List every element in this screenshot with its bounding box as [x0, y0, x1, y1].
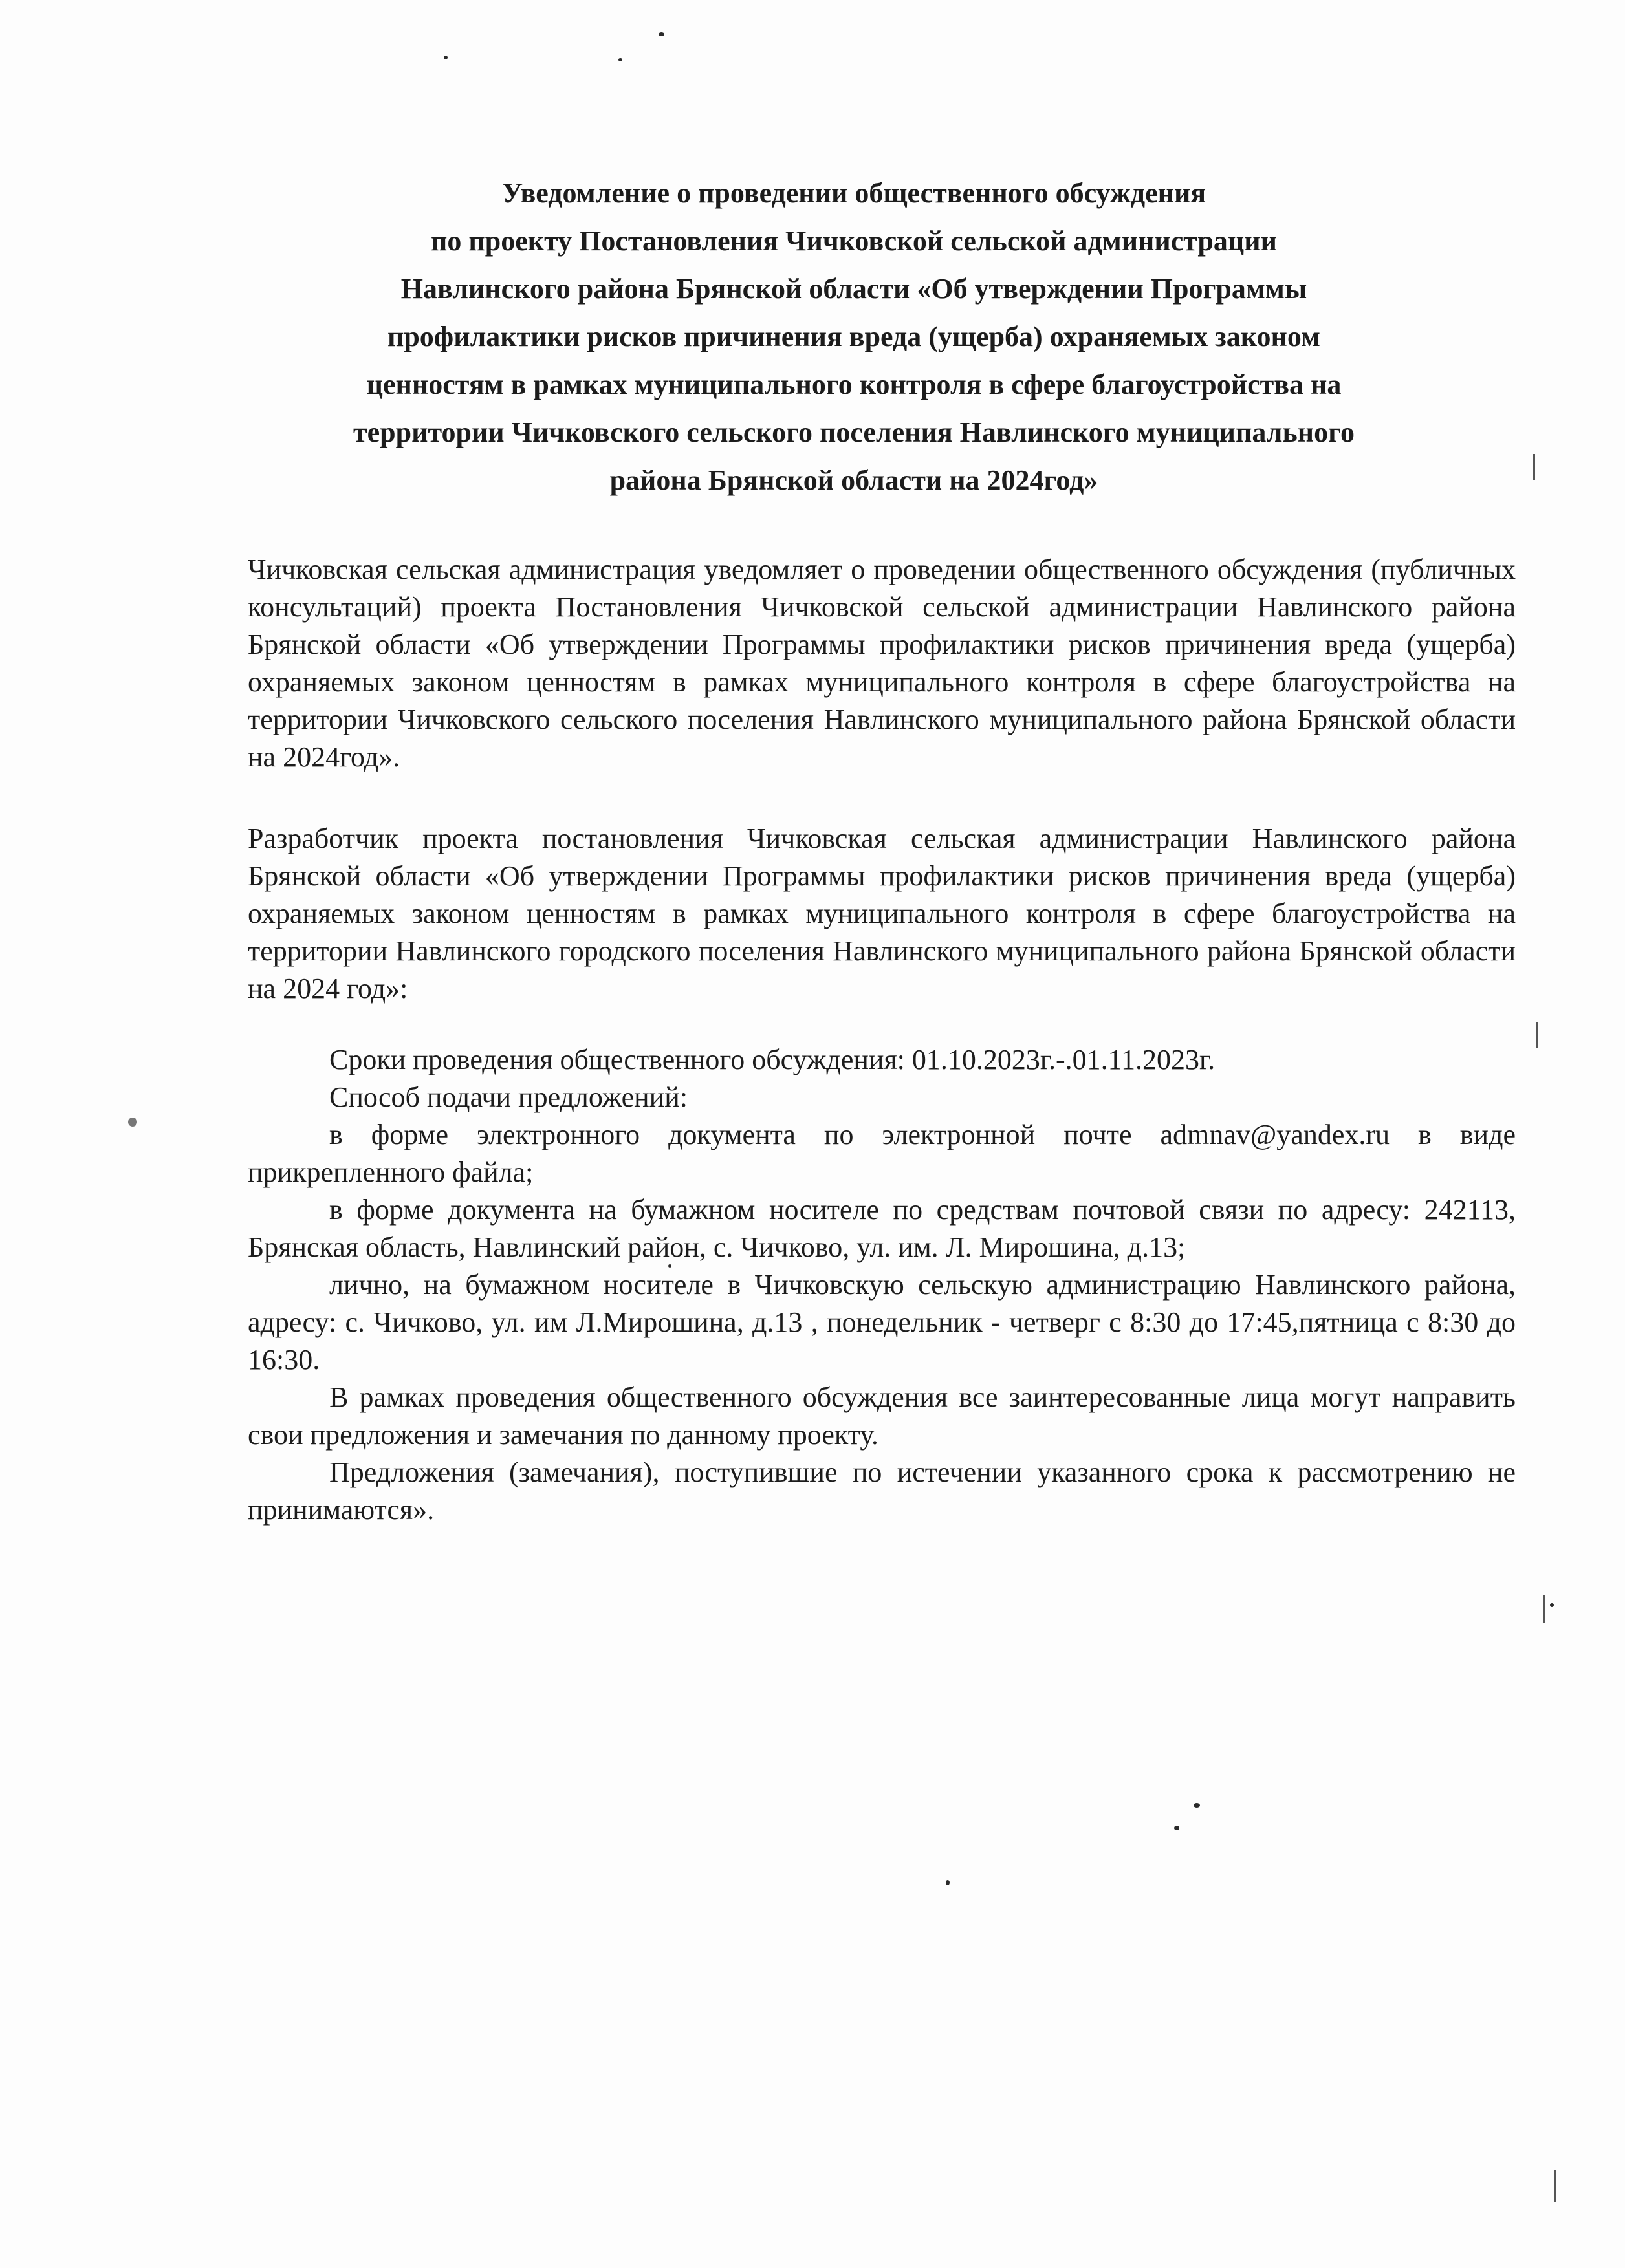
intro-paragraph: Чичковская сельская администрация уведомляет о проведении общественного обсуждения (публичных консультаций) проекта Постановления Чичковской сельской администрации Навлинского района Брянской области «Об утверждении Программы профилактики рисков причинения вреда (ущерба) охраняемых законом ценностям в рамках муниципального контроля в сфере благоустройства на территории Чичковского сельского поселения Навлинского муниципального района Брянской области на 2024год».: [248, 554, 1516, 773]
interested-paragraph: В рамках проведения общественного обсуждения все заинтересованные лица могут направить свои предложения и замечания по данному проекту.: [248, 1381, 1516, 1451]
scan-speck: [659, 32, 664, 36]
scan-speck: [444, 56, 448, 59]
scan-speck: [1550, 1603, 1554, 1607]
scan-speck: [1194, 1803, 1200, 1808]
scan-speck: [618, 58, 622, 61]
scan-speck: [668, 1264, 671, 1268]
document-title: [213, 169, 1494, 504]
method-heading: Способ подачи предложений:: [329, 1081, 688, 1113]
title-line-1: Уведомление о проведении общественного обсуждения: [501, 177, 1206, 209]
scan-speck: [946, 1880, 950, 1885]
method-email-paragraph: в форме электронного документа по электронной почте admnav@yandex.ru в виде прикрепленного файла;: [248, 1119, 1516, 1188]
scan-edge-mark: [1533, 454, 1535, 480]
title-line-4: профилактики рисков причинения вреда (ущерба) охраняемых законом: [387, 321, 1321, 352]
title-line-2: по проекту Постановления Чичковской сельской администрации: [431, 225, 1277, 257]
dates-paragraph: Сроки проведения общественного обсуждения: 01.10.2023г.-.01.11.2023г.: [329, 1044, 1216, 1075]
late-paragraph: Предложения (замечания), поступившие по истечении указанного срока к рассмотрению не принимаются».: [248, 1456, 1516, 1526]
title-line-7: района Брянской области на 2024год»: [609, 464, 1098, 496]
title-line-6: территории Чичковского сельского поселения Навлинского муниципального: [353, 416, 1355, 448]
scan-speck: [1174, 1826, 1179, 1830]
scan-edge-mark: [1543, 1595, 1545, 1623]
developer-paragraph: Разработчик проекта постановления Чичковская сельская администрации Навлинского района Брянской области «Об утверждении Программы профилактики рисков причинения вреда (ущерба) охраняемых законом ценностям в рамках муниципального контроля в сфере благоустройства на территории Навлинского городского поселения Навлинского муниципального района Брянской области на 2024 год»:: [248, 823, 1516, 1004]
title-line-3: Навлинского района Брянской области «Об утверждении Программы: [400, 273, 1307, 305]
title-line-5: ценностям в рамках муниципального контроля в сфере благоустройства на: [366, 369, 1342, 400]
scan-edge-mark: [1554, 2170, 1556, 2202]
method-person-paragraph: лично, на бумажном носителе в Чичковскую сельскую администрацию Навлинского района, адресу: с. Чичково, ул. им Л.Мирошина, д.13 , понедельник - четверг с 8:30 до 17:45,пятница с 8:30 до 16:30.: [248, 1269, 1516, 1376]
scan-speck: [128, 1118, 137, 1127]
document-body: [248, 551, 1516, 1529]
scan-edge-mark: [1536, 1022, 1538, 1048]
method-post-paragraph: в форме документа на бумажном носителе по средствам почтовой связи по адресу: 242113, Брянская область, Навлинский район, с. Чичково, ул. им. Л. Мирошина, д.13;: [248, 1194, 1516, 1263]
